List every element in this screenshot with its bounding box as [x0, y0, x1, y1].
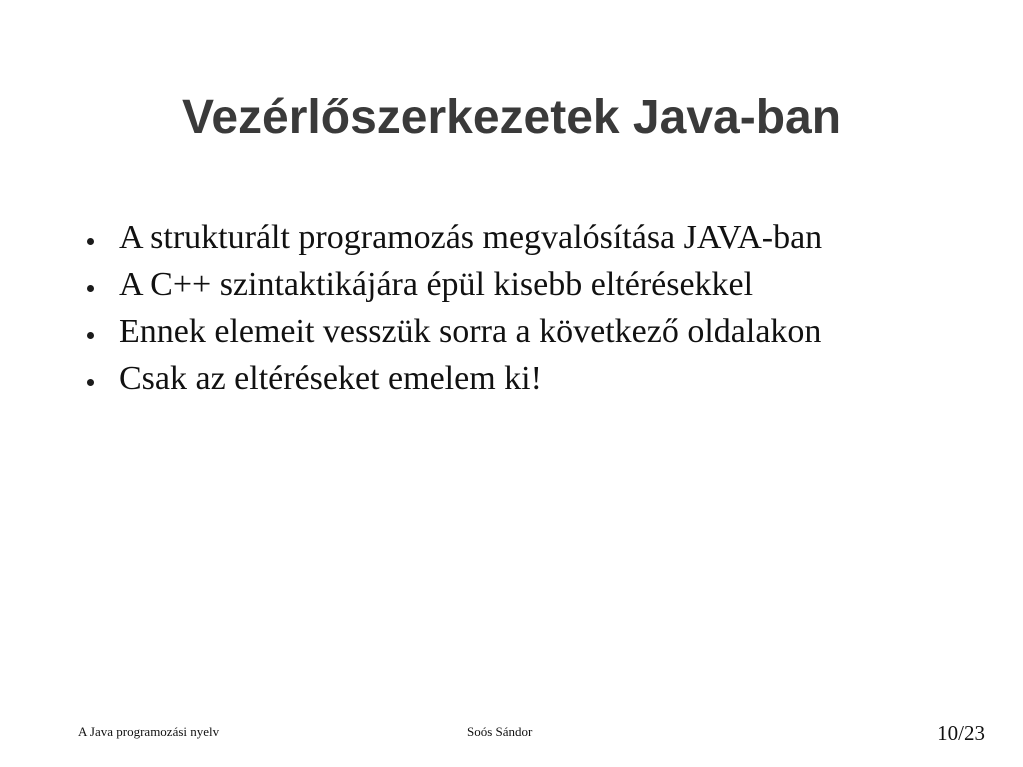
bullet-item	[84, 216, 934, 260]
bullet-list	[84, 216, 934, 404]
footer-author: Soós Sándor	[467, 724, 533, 739]
bullet-text: A C++ szintaktikájára épül kisebb eltérésekkel	[119, 266, 754, 303]
bullet-dot-icon	[87, 285, 94, 292]
bullet-text: Csak az eltéréseket emelem ki!	[119, 360, 542, 397]
bullet-dot-icon	[87, 238, 94, 245]
bullet-dot-icon	[87, 332, 94, 339]
bullet-text: A strukturált programozás megvalósítása JAVA-ban	[119, 219, 823, 256]
bullet-item	[84, 263, 934, 307]
bullet-item	[84, 357, 934, 401]
slide-title: Vezérlőszerkezetek Java-ban	[181, 91, 842, 144]
bullet-text: Ennek elemeit vesszük sorra a következő oldalakon	[119, 313, 822, 350]
page-number: 10/23	[937, 721, 985, 745]
footer-course-name: A Java programozási nyelv	[78, 724, 220, 739]
bullet-item	[84, 310, 934, 354]
bullet-dot-icon	[87, 379, 94, 386]
